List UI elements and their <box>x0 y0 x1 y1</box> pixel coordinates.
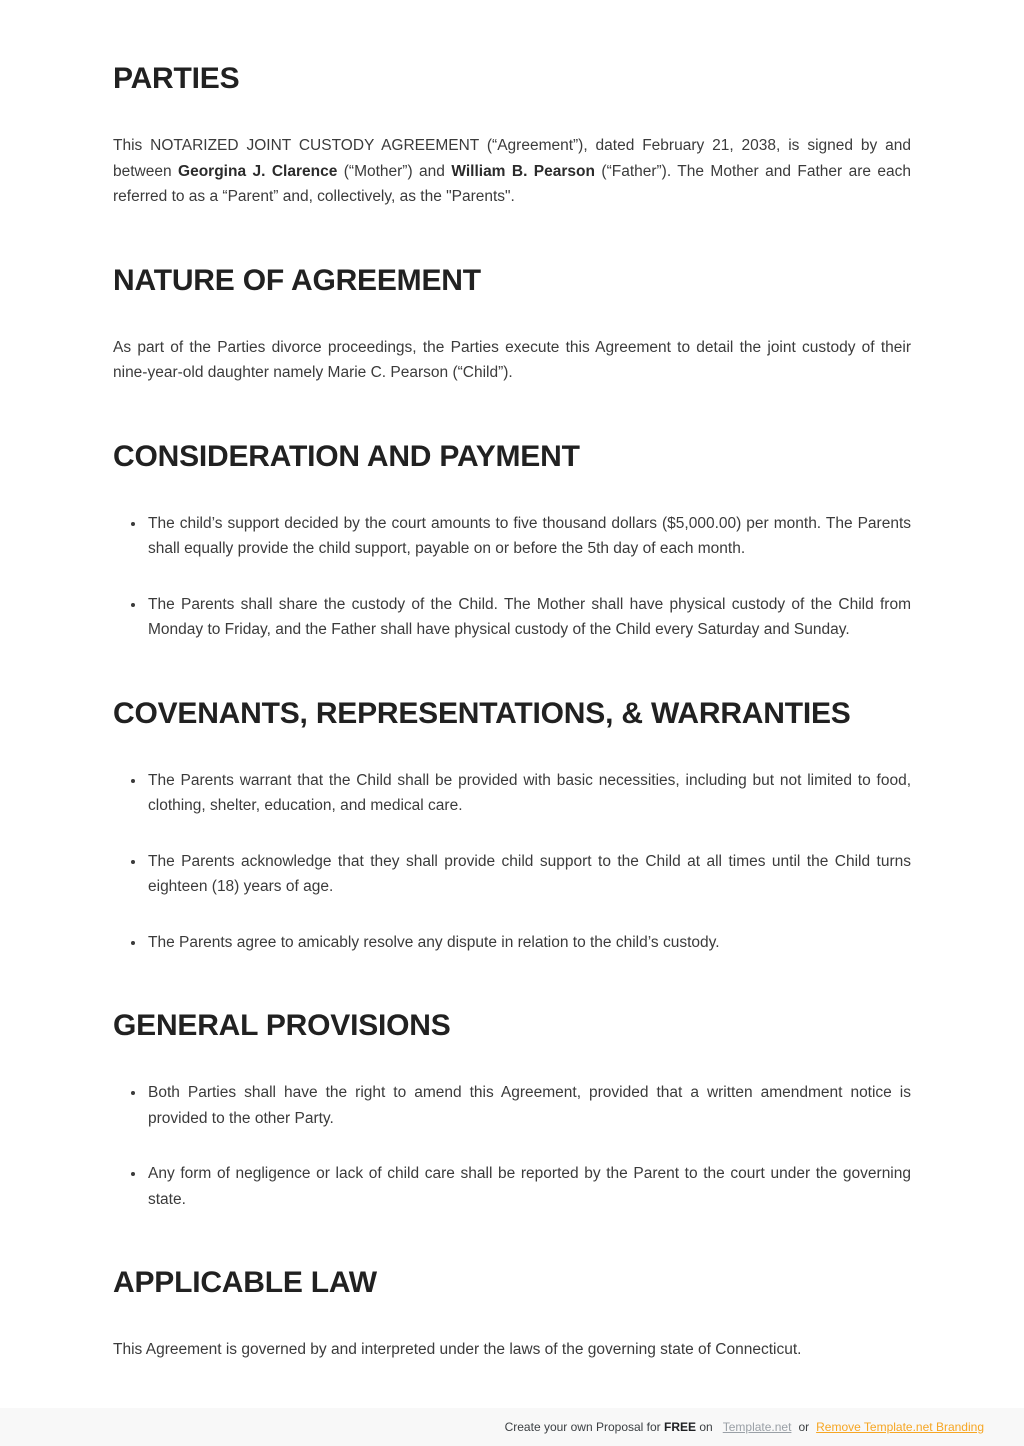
bullet-item: • Both Parties shall have the right to amend this Agreement, provided that a written amendment notice is provided to the other Party. <box>146 1080 911 1131</box>
father-name: William B. Pearson <box>451 162 595 180</box>
footer-or-label: or <box>798 1420 810 1434</box>
footer-text: Create your own Proposal for <box>504 1420 665 1434</box>
bullet-item: • The Parents shall share the custody of the Child. The Mother shall have physical custody of the Child from Monday to Friday, and the Father shall have physical custody of the Child every Saturday and Sunday. <box>146 592 911 643</box>
general-provisions-heading: GENERAL PROVISIONS <box>113 1009 451 1042</box>
remove-branding-link[interactable]: Remove Template.net Branding <box>816 1420 984 1434</box>
applicable-law-heading: APPLICABLE LAW <box>113 1266 377 1299</box>
covenants-bullet-list <box>113 768 911 956</box>
bullet-item: • The Parents warrant that the Child shall be provided with basic necessities, including but not limited to food, clothing, shelter, education, and medical care. <box>146 768 911 819</box>
applicable-law-paragraph: This Agreement is governed by and interpreted under the laws of the governing state of Connecticut. <box>113 1341 802 1358</box>
bullet-item: • The Parents agree to amicably resolve any dispute in relation to the child’s custody. <box>146 930 911 956</box>
text-segment: (“Mother”) and <box>337 162 452 180</box>
parties-heading: PARTIES <box>113 62 240 95</box>
bullet-item: • The child’s support decided by the court amounts to five thousand dollars ($5,000.00) per month. The Parents shall equally provide the child support, payable on or before the 5th day of each month. <box>146 511 911 562</box>
footer-branding-bar <box>0 1408 1024 1446</box>
parties-paragraph <box>113 133 911 210</box>
footer-free-label: FREE <box>664 1420 697 1434</box>
text-segment: (“Father”). The Mother and Father are each referred to as a “Parent” and, collectively, as the "Parents". <box>113 162 912 205</box>
nature-of-agreement-paragraph: As part of the Parties divorce proceedings, the Parties execute this Agreement to detail the joint custody of their nine-year-old daughter namely Marie C. Pearson (“Child”). <box>113 338 911 381</box>
covenants-heading: COVENANTS, REPRESENTATIONS, & WARRANTIES <box>113 696 851 730</box>
template-net-link[interactable]: Template.net <box>722 1420 792 1434</box>
footer-text: on <box>696 1420 713 1434</box>
nature-of-agreement-heading: NATURE OF AGREEMENT <box>113 263 481 297</box>
general-provisions-bullet-list <box>113 1080 911 1212</box>
bullet-item: • Any form of negligence or lack of child care shall be reported by the Parent to the court under the governing state. <box>146 1161 911 1212</box>
bullet-item: • The Parents acknowledge that they shall provide child support to the Child at all times until the Child turns eighteen (18) years of age. <box>146 849 911 900</box>
text-segment: This NOTARIZED JOINT CUSTODY AGREEMENT (“Agreement”), dated February 21, 2038, is signed by and between <box>113 137 911 180</box>
consideration-heading: CONSIDERATION AND PAYMENT <box>113 439 580 473</box>
mother-name: Georgina J. Clarence <box>178 162 338 180</box>
consideration-bullet-list <box>113 511 911 643</box>
